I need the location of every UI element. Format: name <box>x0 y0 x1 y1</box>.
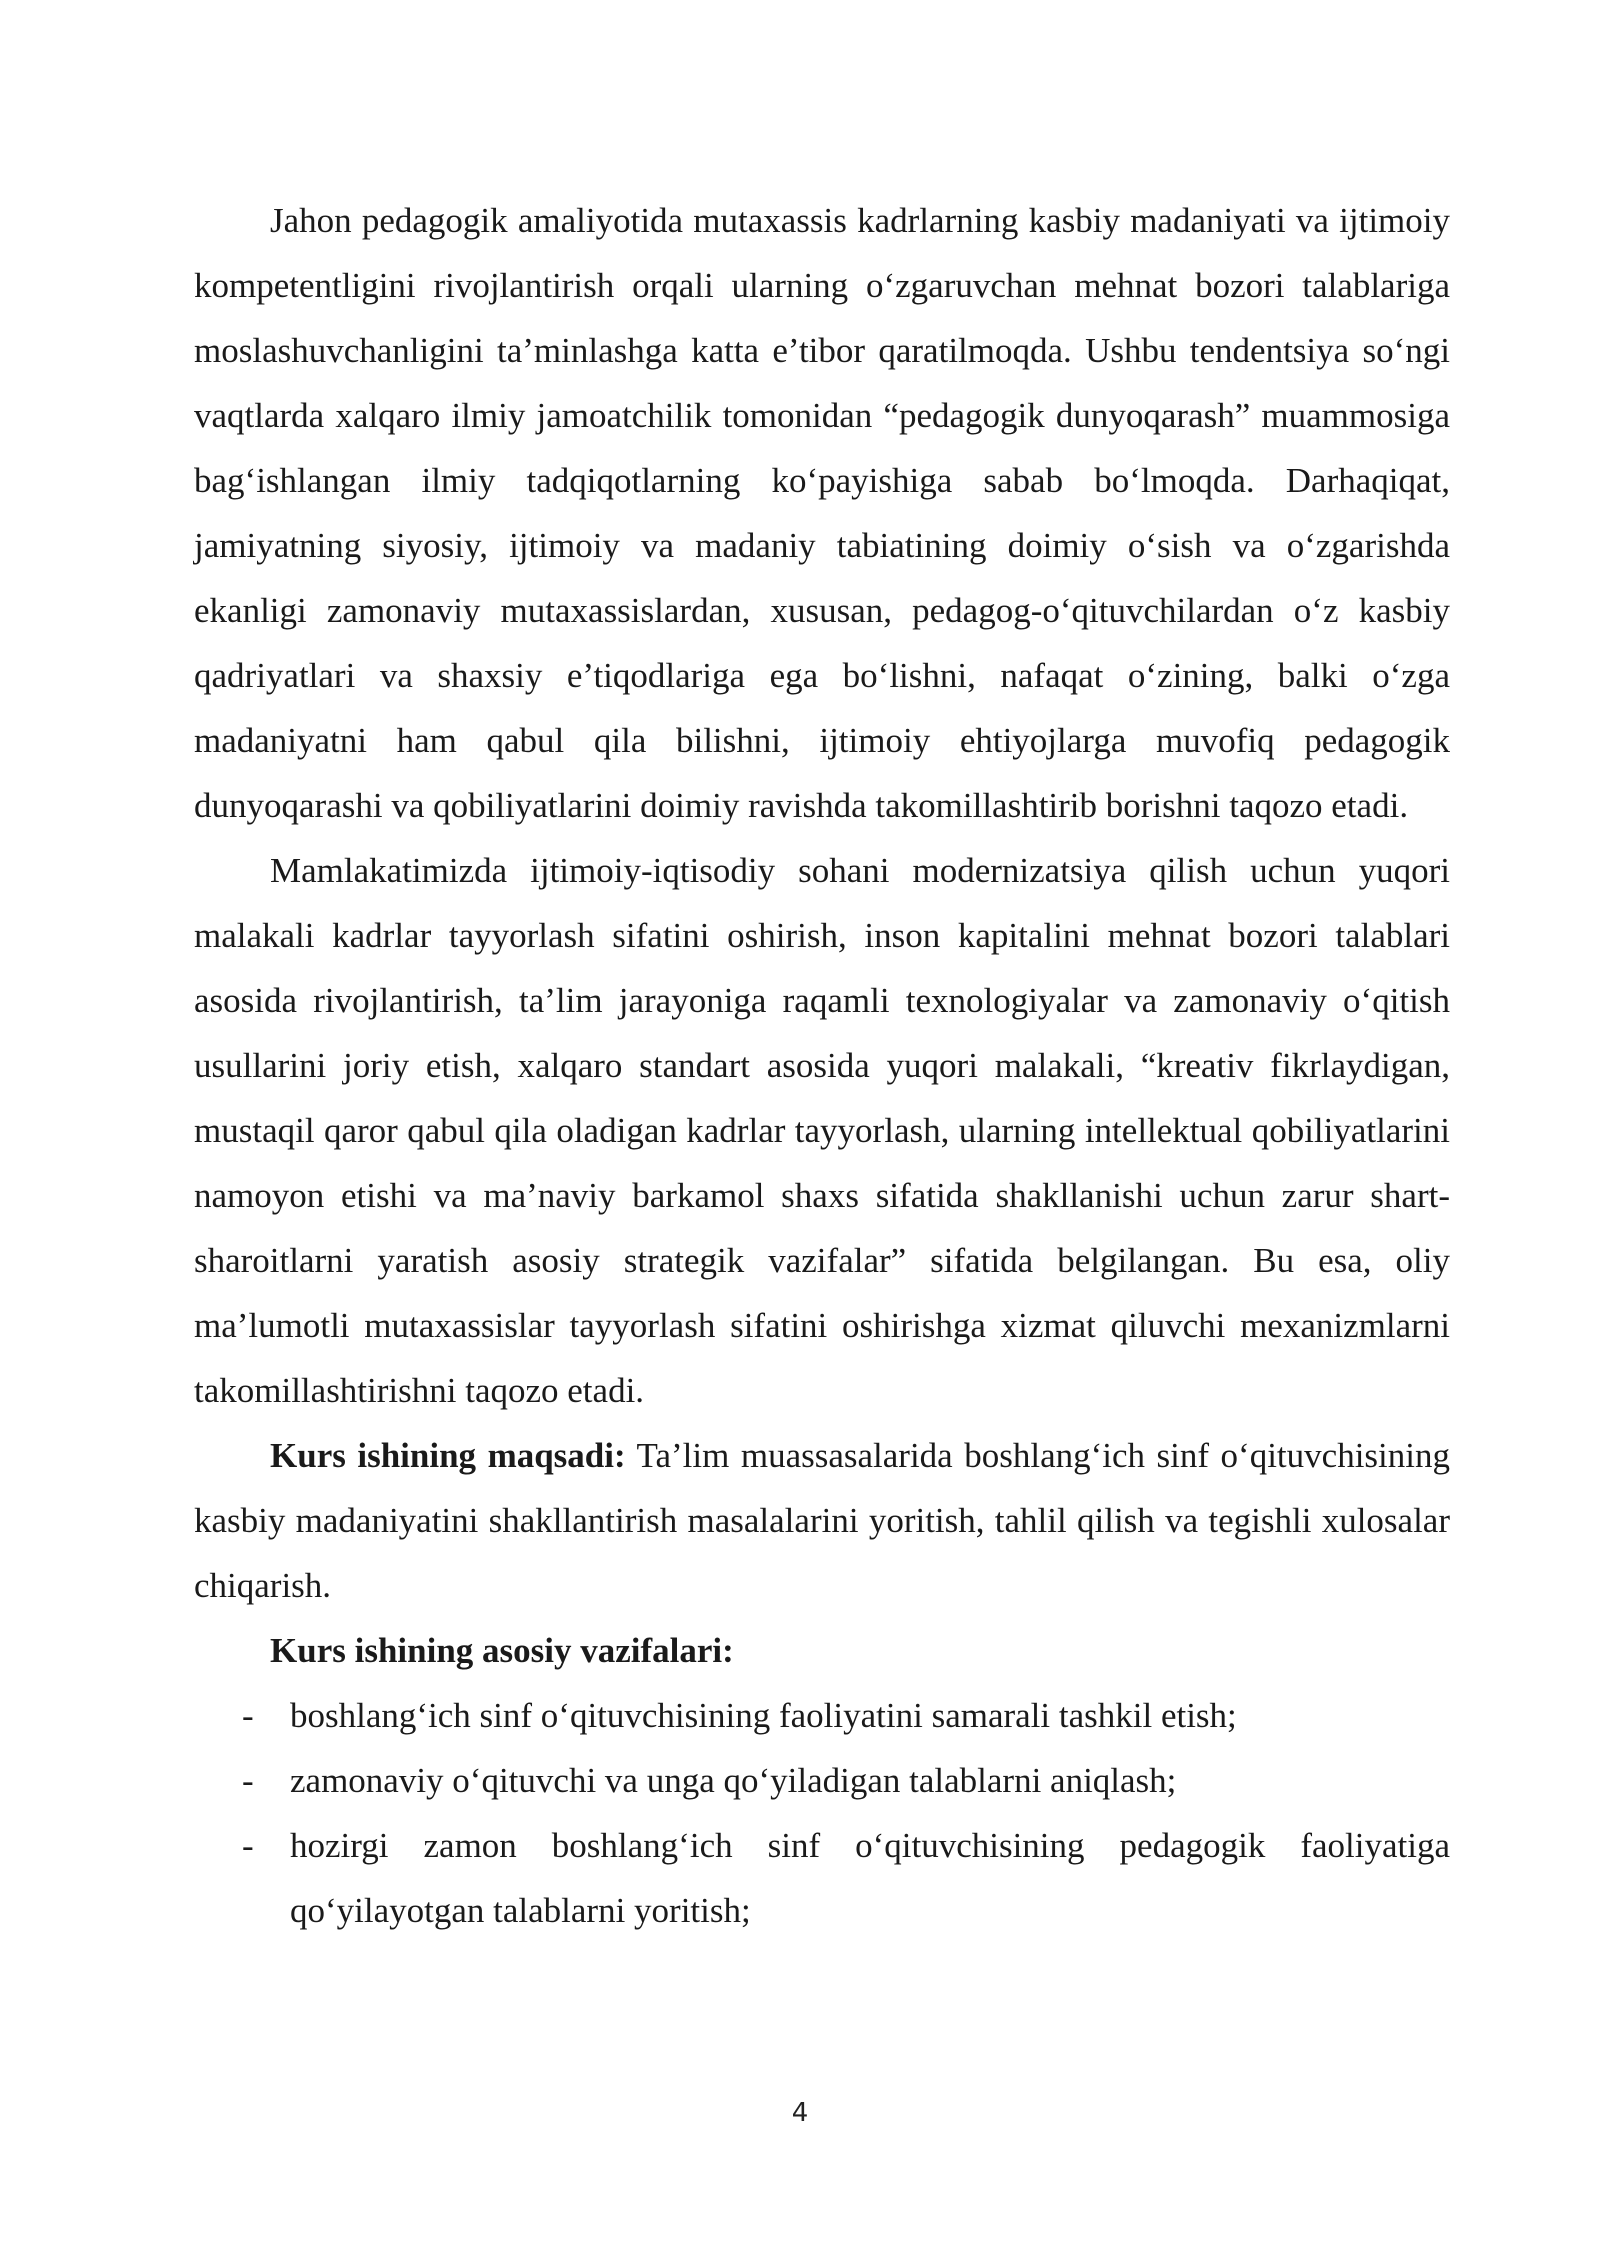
task-text: hozirgi zamon boshlang‘ich sinf o‘qituvchisining pedagogik faoliyatiga qo‘yilayotgan talablarni yoritish; <box>290 1826 1450 1930</box>
list-item <box>194 1748 1450 1813</box>
dash-bullet-icon: - <box>242 1826 254 1865</box>
task-list <box>194 1683 1450 1943</box>
dash-bullet-icon: - <box>242 1696 254 1735</box>
goal-label: Kurs ishining maqsadi: <box>270 1436 626 1475</box>
task-text: boshlang‘ich sinf o‘qituvchisining faoliyatini samarali tashkil etish; <box>290 1696 1237 1735</box>
list-item <box>194 1683 1450 1748</box>
dash-bullet-icon: - <box>242 1761 254 1800</box>
page-number: 4 <box>791 2098 809 2128</box>
paragraph-intro: Jahon pedagogik amaliyotida mutaxassis kadrlarning kasbiy madaniyati va ijtimoiy kompetentligini rivojlantirish orqali ularning o‘zgaruvchan mehnat bozori talablariga moslashuvchanligini ta’minlashga katta e’tibor qaratilmoqda. Ushbu tendentsiya so‘ngi vaqtlarda xalqaro ilmiy jamoatchilik tomonidan “pedagogik dunyoqarash” muammosiga bag‘ishlangan ilmiy tadqiqotlarning ko‘payishiga sabab bo‘lmoqda. Darhaqiqat, jamiyatning siyosiy, ijtimoiy va madaniy tabiatining doimiy o‘sish va o‘zgarishda ekanligi zamonaviy mutaxassislardan, xususan, pedagog-o‘qituvchilardan o‘z kasbiy qadriyatlari va shaxsiy e’tiqodlariga ega bo‘lishni, nafaqat o‘zining, balki o‘zga madaniyatni ham qabul qila bilishni, ijtimoiy ehtiyojlarga muvofiq pedagogik dunyoqarashi va qobiliyatlarini doimiy ravishda takomillashtirib borishni taqozo etadi. <box>194 201 1450 825</box>
task-text: zamonaviy o‘qituvchi va unga qo‘yiladigan talablarni aniqlash; <box>290 1761 1177 1800</box>
page-body <box>194 188 1450 1943</box>
goal-text: Ta’lim muassasalarida boshlang‘ich sinf o‘qituvchisining kasbiy madaniyatini shakllantirish masalalarini yoritish, tahlil qilish va tegishli xulosalar chiqarish. <box>194 1436 1450 1605</box>
tasks-heading: Kurs ishining asosiy vazifalari: <box>270 1631 734 1670</box>
paragraph-national-context: Mamlakatimizda ijtimoiy-iqtisodiy sohani modernizatsiya qilish uchun yuqori malakali kadrlar tayyorlash sifatini oshirish, inson kapitalini mehnat bozori talablari asosida rivojlantirish, ta’lim jarayoniga raqamli texnologiyalar va zamonaviy o‘qitish usullarini joriy etish, xalqaro standart asosida yuqori malakali, “kreativ fikrlaydigan, mustaqil qaror qabul qila oladigan kadrlar tayyorlash, ularning intellektual qobiliyatlarini namoyon etishi va ma’naviy barkamol shaxs sifatida shakllanishi uchun zarur shart-sharoitlarni yaratish asosiy strategik vazifalar” sifatida belgilangan. Bu esa, oliy ma’lumotli mutaxassislar tayyorlash sifatini oshirishga xizmat qiluvchi mexanizmlarni takomillashtirishni taqozo etadi. <box>194 851 1450 1410</box>
list-item <box>194 1813 1450 1943</box>
paragraph-goal <box>194 1423 1450 1618</box>
